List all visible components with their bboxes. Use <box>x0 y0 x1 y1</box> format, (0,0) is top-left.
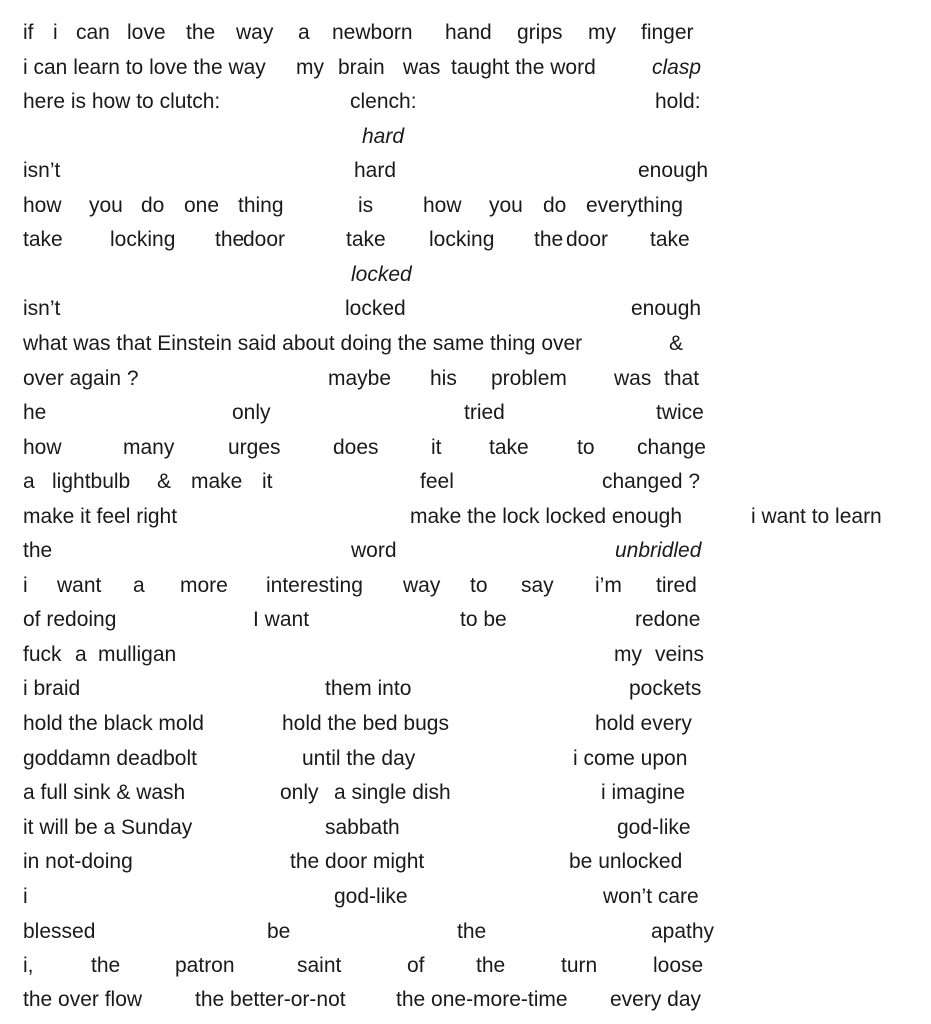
poem-word: more <box>180 574 228 597</box>
poem-word: enough <box>638 159 709 182</box>
poem-word: the door might <box>290 850 425 873</box>
poem-word: fuck <box>23 643 62 666</box>
poem-word: if <box>23 21 34 44</box>
poem-word: redone <box>635 608 701 631</box>
poem-word: locked <box>345 297 406 320</box>
poem-word: hold the black mold <box>23 712 204 735</box>
poem-word: & <box>669 332 684 355</box>
poem-word: veins <box>655 643 705 666</box>
poem-word: the <box>476 954 506 977</box>
poem-word: isn’t <box>23 297 61 320</box>
poem-word: lightbulb <box>52 470 131 493</box>
poem-word: the <box>457 920 487 943</box>
poem-word: locking <box>110 228 176 251</box>
poem-word: make the lock locked enough <box>410 505 683 528</box>
poem-word: a single dish <box>334 781 451 804</box>
poem-word: take <box>346 228 386 251</box>
poem-word: I want <box>253 608 310 631</box>
poem-word: finger <box>641 21 694 44</box>
poem-word: taught the word <box>451 56 596 79</box>
poem-word: many <box>123 436 175 459</box>
poem-word: goddamn deadbolt <box>23 747 197 770</box>
poem-word: a full sink & wash <box>23 781 186 804</box>
poem-word: be <box>267 920 291 943</box>
poem-word: of redoing <box>23 608 117 631</box>
poem-word: my <box>614 643 642 666</box>
poem-word: of <box>407 954 425 977</box>
poem-word: his <box>430 367 457 390</box>
poem-word: how <box>423 194 462 217</box>
poem-word: hand <box>445 21 492 44</box>
poem-word: locking <box>429 228 495 251</box>
poem-word: make <box>191 470 243 493</box>
poem-word: can <box>76 21 110 44</box>
poem-word: he <box>23 401 47 424</box>
poem-word: maybe <box>328 367 392 390</box>
poem-word: hard <box>354 159 397 182</box>
poem-word: thing <box>238 194 284 217</box>
poem-word: a <box>133 574 145 597</box>
poem-word-italic: locked <box>351 263 412 286</box>
poem-word: it <box>431 436 442 459</box>
poem-word: was <box>614 367 652 390</box>
poem-word: i’m <box>595 574 622 597</box>
poem-word: a <box>23 470 35 493</box>
poem-word: the <box>91 954 121 977</box>
poem-word: to <box>577 436 595 459</box>
poem-word: tired <box>656 574 697 597</box>
poem-word: i <box>53 21 58 44</box>
poem-word: the <box>534 228 564 251</box>
poem-word: does <box>333 436 379 459</box>
poem-word: take <box>489 436 529 459</box>
poem-word: a <box>75 643 87 666</box>
poem-word: door <box>243 228 286 251</box>
poem-word: be unlocked <box>569 850 683 873</box>
poem-word: how <box>23 194 62 217</box>
poem-word: you <box>89 194 123 217</box>
poem-word: door <box>566 228 609 251</box>
poem-word: until the day <box>302 747 416 770</box>
poem-word: won’t care <box>603 885 699 908</box>
poem-word: take <box>23 228 63 251</box>
poem-word: tried <box>464 401 505 424</box>
poem-word: them into <box>325 677 412 700</box>
poem-word: in not-doing <box>23 850 133 873</box>
poem-word: one <box>184 194 220 217</box>
poem-word: i, <box>23 954 34 977</box>
poem-word: i <box>23 574 28 597</box>
poem-word: god-like <box>334 885 408 908</box>
poem-word: word <box>351 539 397 562</box>
poem-word: my <box>588 21 616 44</box>
poem-word: problem <box>491 367 567 390</box>
poem-word: sabbath <box>325 816 400 839</box>
poem-word: hold every <box>595 712 692 735</box>
poem-word: say <box>521 574 554 597</box>
poem-word: interesting <box>266 574 363 597</box>
poem-word: & <box>157 470 172 493</box>
poem-word: want <box>57 574 102 597</box>
poem-word: i want to learn <box>751 505 882 528</box>
poem-word: i can learn to love the way <box>23 56 266 79</box>
poem-word: that <box>664 367 700 390</box>
poem-word: take <box>650 228 690 251</box>
poem-word: way <box>403 574 441 597</box>
poem-word: i braid <box>23 677 81 700</box>
poem-word: twice <box>656 401 704 424</box>
poem-word: a <box>298 21 310 44</box>
poem-word: feel <box>420 470 454 493</box>
poem-word: the <box>186 21 216 44</box>
poem-word: my <box>296 56 324 79</box>
poem-word: every day <box>610 988 702 1011</box>
poem-word: enough <box>631 297 702 320</box>
poem-word: blessed <box>23 920 96 943</box>
poem-word: the <box>215 228 245 251</box>
poem-word-italic: unbridled <box>615 539 702 562</box>
poem-word: love <box>127 21 166 44</box>
poem-word: to <box>470 574 488 597</box>
poem-word: make it feel right <box>23 505 178 528</box>
poem-word: over again ? <box>23 367 139 390</box>
poem-word: only <box>280 781 319 804</box>
poem-word: god-like <box>617 816 691 839</box>
poem-word-italic: hard <box>362 125 405 148</box>
poem-word: the over flow <box>23 988 143 1011</box>
poem-word: hold: <box>655 90 701 113</box>
poem-word: i come upon <box>573 747 688 770</box>
poem-word: pockets <box>629 677 702 700</box>
poem-word: brain <box>338 56 385 79</box>
poem-word: grips <box>517 21 563 44</box>
poem-word: patron <box>175 954 235 977</box>
poem-word: newborn <box>332 21 413 44</box>
poem-word: the one-more-time <box>396 988 568 1011</box>
poem-word: way <box>236 21 274 44</box>
poem-word: apathy <box>651 920 715 943</box>
poem-word: is <box>358 194 374 217</box>
poem-word: i <box>23 885 28 908</box>
poem-word: turn <box>561 954 598 977</box>
poem-word: it will be a Sunday <box>23 816 193 839</box>
poem-word: isn’t <box>23 159 61 182</box>
poem-word: what was that Einstein said about doing the same thing over <box>23 332 583 355</box>
poem-word-italic: clasp <box>652 56 702 79</box>
poem-word: saint <box>297 954 342 977</box>
poem-word: changed ? <box>602 470 701 493</box>
poem-word: clench: <box>350 90 417 113</box>
poem-word: i imagine <box>601 781 686 804</box>
poem-word: you <box>489 194 523 217</box>
poem-word: to be <box>460 608 507 631</box>
poem-word: do <box>543 194 567 217</box>
poem-word: loose <box>653 954 704 977</box>
poem-word: only <box>232 401 271 424</box>
poem-word: hold the bed bugs <box>282 712 449 735</box>
poem-word: change <box>637 436 706 459</box>
poem-word: how <box>23 436 62 459</box>
poem-word: everything <box>586 194 683 217</box>
poem-word: urges <box>228 436 281 459</box>
poem-word: do <box>141 194 165 217</box>
poem-word: the better-or-not <box>195 988 346 1011</box>
poem-word: the <box>23 539 53 562</box>
poem-word: was <box>403 56 441 79</box>
poem-word: it <box>262 470 273 493</box>
poem-word: here is how to clutch: <box>23 90 221 113</box>
poem-word: mulligan <box>98 643 177 666</box>
